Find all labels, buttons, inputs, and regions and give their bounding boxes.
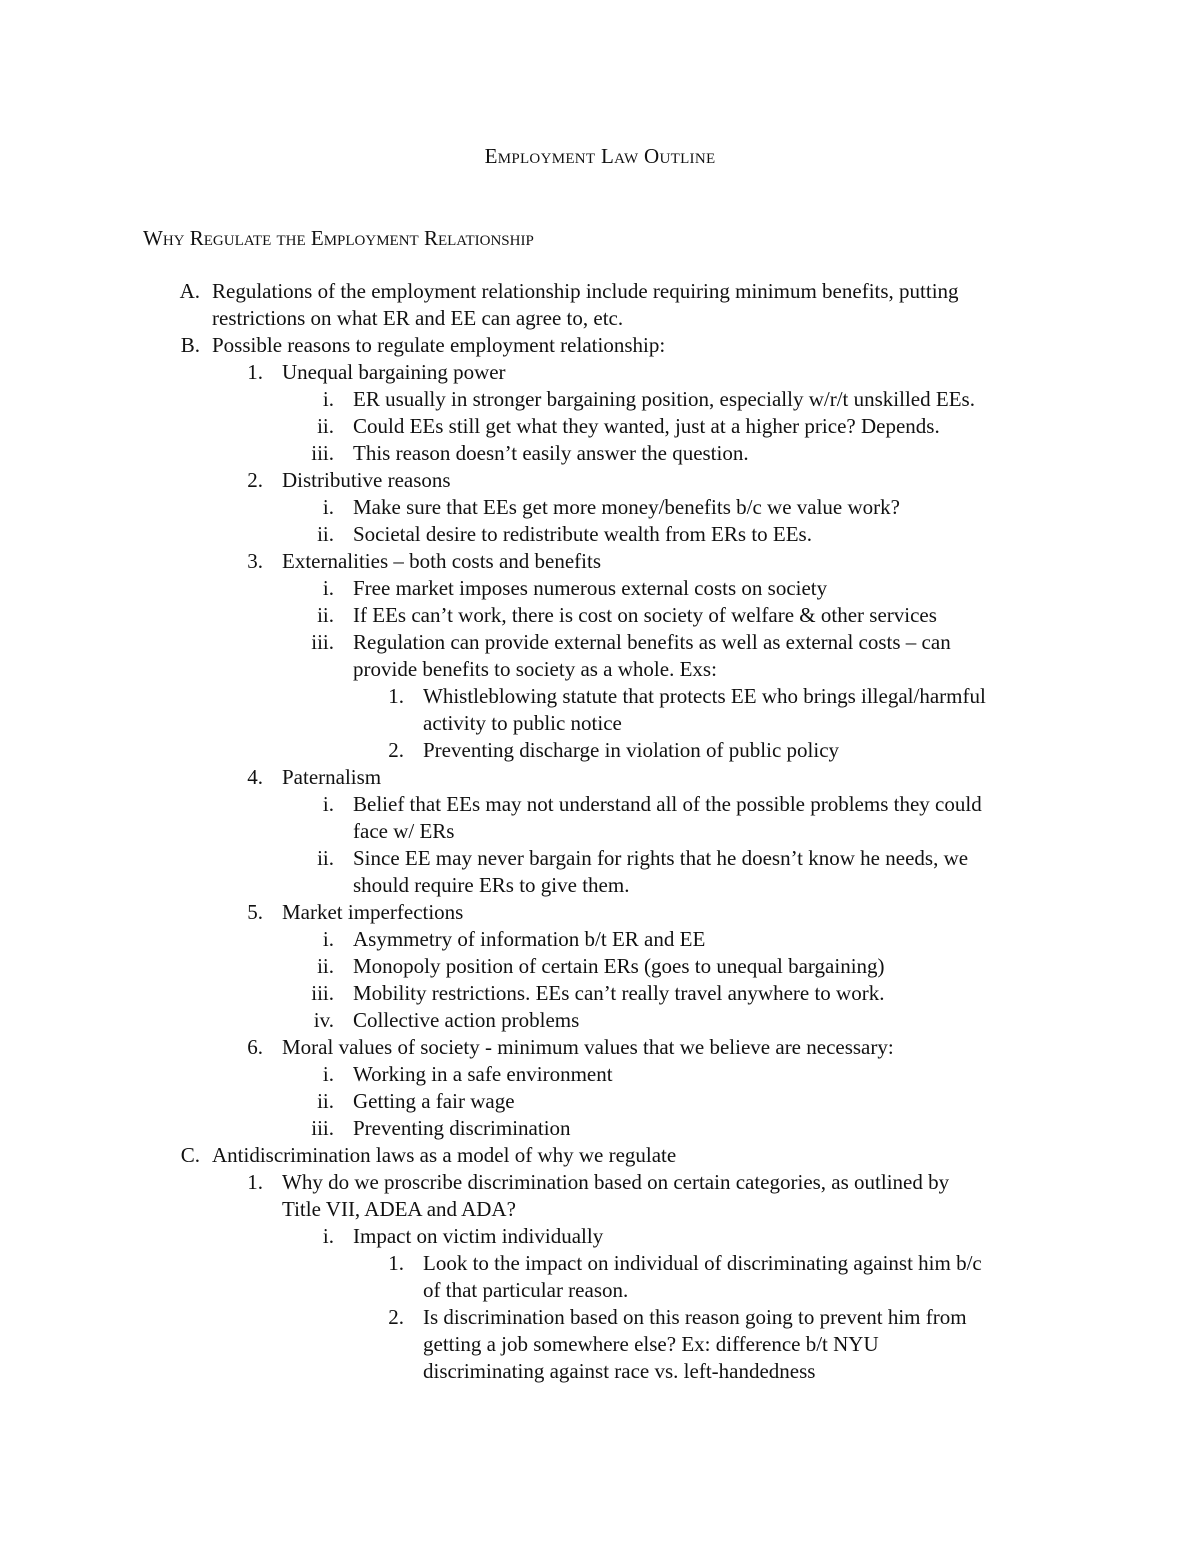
outline-line: [0, 413, 1200, 440]
outline-text: Could EEs still get what they wanted, just at a higher price? Depends.: [353, 414, 940, 438]
outline-text: Unequal bargaining power: [282, 360, 506, 384]
outline-marker: 2.: [388, 738, 404, 762]
outline-text: of that particular reason.: [423, 1278, 629, 1302]
outline-marker: i.: [322, 495, 334, 519]
outline-text: Since EE may never bargain for rights that he doesn’t know he needs, we: [353, 846, 969, 870]
outline-text: Look to the impact on individual of discriminating against him b/c: [423, 1251, 982, 1275]
outline-text: face w/ ERs: [353, 819, 455, 843]
outline-line: [0, 1358, 1200, 1385]
outline-text: discriminating against race vs. left-handedness: [423, 1359, 816, 1383]
outline-marker: 1.: [388, 684, 404, 708]
outline-marker: i.: [322, 792, 334, 816]
outline-text: Regulations of the employment relationship include requiring minimum benefits, putting: [212, 279, 959, 303]
outline-marker: ii.: [317, 954, 334, 978]
outline-line: [0, 1304, 1200, 1331]
outline-text: Make sure that EEs get more money/benefits b/c we value work?: [353, 495, 900, 519]
outline-line: [0, 629, 1200, 656]
outline-line: [0, 1115, 1200, 1142]
outline-text: Free market imposes numerous external costs on society: [353, 576, 828, 600]
outline-text: Impact on victim individually: [353, 1224, 604, 1248]
outline-marker: 6.: [247, 1035, 263, 1059]
outline-text: Distributive reasons: [282, 468, 451, 492]
outline-text: Regulation can provide external benefits as well as external costs – can: [353, 630, 951, 654]
outline-line: [0, 386, 1200, 413]
outline-list: [0, 278, 1200, 1385]
outline-marker: iii.: [311, 1116, 334, 1140]
outline-text: Monopoly position of certain ERs (goes to unequal bargaining): [353, 954, 885, 978]
outline-line: [0, 791, 1200, 818]
outline-line: [0, 1142, 1200, 1169]
outline-text: provide benefits to society as a whole. Exs:: [353, 657, 717, 681]
outline-line: [0, 710, 1200, 737]
outline-text: Title VII, ADEA and ADA?: [282, 1197, 516, 1221]
outline-marker: 1.: [247, 360, 263, 384]
outline-text: Why do we proscribe discrimination based on certain categories, as outlined by: [282, 1170, 950, 1194]
outline-line: [0, 332, 1200, 359]
outline-text: Asymmetry of information b/t ER and EE: [353, 927, 706, 951]
outline-text: restrictions on what ER and EE can agree to, etc.: [212, 306, 624, 330]
outline-line: [0, 305, 1200, 332]
outline-marker: ii.: [317, 846, 334, 870]
outline-line: [0, 980, 1200, 1007]
outline-line: [0, 926, 1200, 953]
outline-line: [0, 683, 1200, 710]
outline-text: Preventing discharge in violation of public policy: [423, 738, 840, 762]
outline-marker: ii.: [317, 414, 334, 438]
outline-marker: 4.: [247, 765, 263, 789]
outline-line: [0, 1061, 1200, 1088]
outline-marker: 3.: [247, 549, 263, 573]
outline-marker: ii.: [317, 522, 334, 546]
outline-text: This reason doesn’t easily answer the question.: [353, 441, 749, 465]
outline-line: [0, 737, 1200, 764]
outline-text: Societal desire to redistribute wealth from ERs to EEs.: [353, 522, 812, 546]
outline-line: [0, 1196, 1200, 1223]
outline-marker: i.: [322, 387, 334, 411]
document-title: Employment Law Outline: [484, 144, 716, 168]
outline-marker: ii.: [317, 603, 334, 627]
outline-text: Getting a fair wage: [353, 1089, 515, 1113]
outline-line: [0, 440, 1200, 467]
outline-line: [0, 845, 1200, 872]
outline-text: Market imperfections: [282, 900, 464, 924]
outline-line: [0, 656, 1200, 683]
outline-line: [0, 278, 1200, 305]
outline-marker: i.: [322, 927, 334, 951]
outline-marker: ii.: [317, 1089, 334, 1113]
outline-line: [0, 818, 1200, 845]
outline-line: [0, 521, 1200, 548]
outline-marker: 1.: [247, 1170, 263, 1194]
outline-text: Belief that EEs may not understand all of the possible problems they could: [353, 792, 982, 816]
outline-text: Externalities – both costs and benefits: [282, 549, 602, 573]
outline-marker: iii.: [311, 441, 334, 465]
outline-line: [0, 953, 1200, 980]
outline-marker: B.: [180, 333, 200, 357]
outline-marker: i.: [322, 1062, 334, 1086]
outline-line: [0, 1331, 1200, 1358]
outline-line: [0, 467, 1200, 494]
outline-text: Working in a safe environment: [353, 1062, 613, 1086]
outline-line: [0, 872, 1200, 899]
outline-text: Whistleblowing statute that protects EE who brings illegal/harmful: [423, 684, 986, 708]
outline-text: should require ERs to give them.: [353, 873, 630, 897]
outline-text: If EEs can’t work, there is cost on society of welfare & other services: [353, 603, 937, 627]
outline-marker: i.: [322, 576, 334, 600]
outline-text: Preventing discrimination: [353, 1116, 571, 1140]
outline-marker: 1.: [388, 1251, 404, 1275]
outline-text: Moral values of society - minimum values that we believe are necessary:: [282, 1035, 894, 1059]
outline-marker: iii.: [311, 981, 334, 1005]
outline-marker: 2.: [388, 1305, 404, 1329]
outline-line: [0, 1277, 1200, 1304]
section-heading: Why Regulate the Employment Relationship: [143, 226, 534, 250]
outline-line: [0, 1088, 1200, 1115]
outline-line: [0, 899, 1200, 926]
outline-text: ER usually in stronger bargaining position, especially w/r/t unskilled EEs.: [353, 387, 975, 411]
outline-text: activity to public notice: [423, 711, 622, 735]
outline-marker: iv.: [313, 1008, 334, 1032]
outline-line: [0, 494, 1200, 521]
outline-marker: 2.: [247, 468, 263, 492]
outline-line: [0, 1169, 1200, 1196]
outline-text: getting a job somewhere else? Ex: difference b/t NYU: [423, 1332, 879, 1356]
outline-line: [0, 764, 1200, 791]
outline-marker: iii.: [311, 630, 334, 654]
outline-text: Collective action problems: [353, 1008, 580, 1032]
outline-text: Possible reasons to regulate employment relationship:: [212, 333, 666, 357]
outline-line: [0, 602, 1200, 629]
outline-marker: i.: [322, 1224, 334, 1248]
outline-text: Is discrimination based on this reason going to prevent him from: [423, 1305, 967, 1329]
outline-marker: C.: [180, 1143, 200, 1167]
outline-line: [0, 575, 1200, 602]
outline-marker: 5.: [247, 900, 263, 924]
outline-text: Paternalism: [282, 765, 382, 789]
outline-text: Antidiscrimination laws as a model of why we regulate: [212, 1143, 677, 1167]
outline-line: [0, 548, 1200, 575]
outline-line: [0, 1223, 1200, 1250]
outline-line: [0, 1007, 1200, 1034]
outline-marker: A.: [179, 279, 200, 303]
outline-line: [0, 1034, 1200, 1061]
outline-line: [0, 1250, 1200, 1277]
outline-text: Mobility restrictions. EEs can’t really travel anywhere to work.: [353, 981, 885, 1005]
outline-line: [0, 359, 1200, 386]
